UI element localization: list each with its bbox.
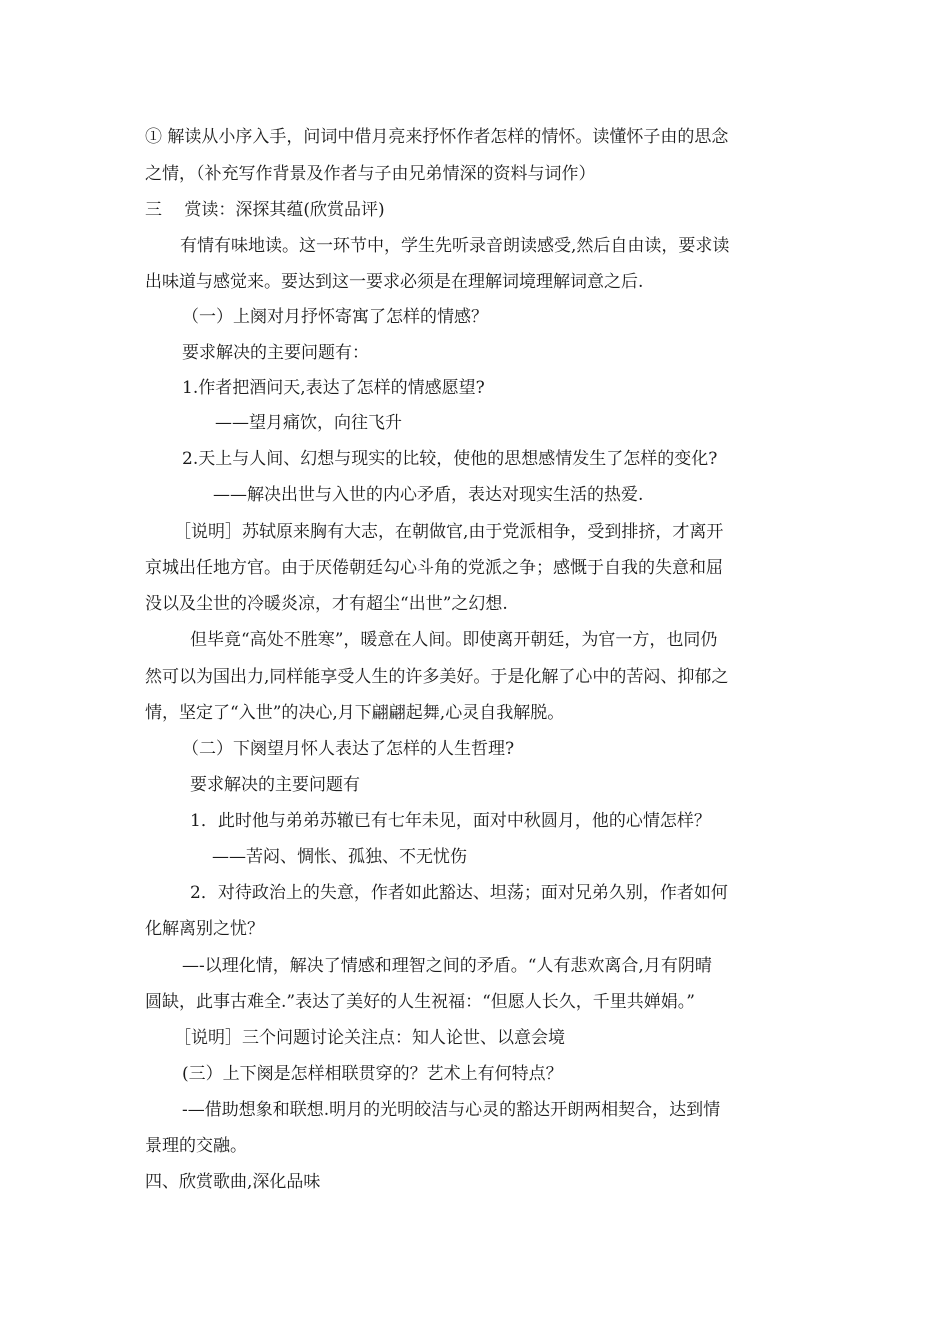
text-line-17: 情，坚定了“入世”的决心,月下翩翩起舞,心灵自我解脱。 <box>145 703 565 723</box>
subheading-1: （一）上阕对月抒怀寄寓了怎样的情感？ <box>182 307 488 327</box>
section-heading-4: 四、欣赏歌曲,深化品味 <box>145 1172 321 1192</box>
question-4-line-2: 化解离别之忧？ <box>145 919 264 939</box>
answer-4-line-2: 圆缺，此事古难全.”表达了美好的人生祝福：“但愿人长久，千里共婵娟。” <box>145 992 695 1012</box>
text-line-1: ① 解读从小序入手，问词中借月亮来抒怀作者怎样的情怀。读懂怀子由的思念 <box>145 127 729 147</box>
question-1: 1.作者把酒问天,表达了怎样的情感愿望? <box>182 378 485 398</box>
answer-3: ——苦闷、惆怅、孤独、不无忧伤 <box>212 847 467 867</box>
answer-4-line-1: —-以理化情，解决了情感和理智之间的矛盾。“人有悲欢离合,月有阴晴 <box>182 956 712 976</box>
section-heading-3: 三 赏读：深探其蕴(欣赏品评) <box>145 200 385 220</box>
subheading-3: (三）上下阕是怎样相联贯穿的？艺术上有何特点？ <box>182 1064 563 1084</box>
question-2: 2.天上与人间、幻想与现实的比较，使他的思想感情发生了怎样的变化? <box>182 449 718 469</box>
note-1-line-2: 京城出任地方官。由于厌倦朝廷勾心斗角的党派之争；感慨于自我的失意和屈 <box>145 558 723 578</box>
answer-5-line-1: -—借助想象和联想.明月的光明皎洁与心灵的豁达开朗两相契合，达到情 <box>182 1100 721 1120</box>
text-line-7: 要求解决的主要问题有： <box>182 343 369 363</box>
text-line-5: 出味道与感觉来。要达到这一要求必须是在理解词境理解词意之后. <box>145 272 644 292</box>
text-line-2: 之情，（补充写作背景及作者与子由兄弟情深的资料与词作） <box>145 164 596 184</box>
note-2: ［说明］三个问题讨论关注点：知人论世、以意会境 <box>174 1028 565 1048</box>
text-line-15: 但毕竟“高处不胜寒”，暖意在人间。即使离开朝廷，为官一方，也同仍 <box>190 630 718 650</box>
subheading-2: （二）下阕望月怀人表达了怎样的人生哲理? <box>182 739 515 759</box>
note-1-line-1: ［说明］苏轼原来胸有大志，在朝做官,由于党派相争，受到排挤，才离开 <box>174 522 724 542</box>
answer-1: ——望月痛饮，向往飞升 <box>215 413 402 433</box>
question-3: 1．此时他与弟弟苏辙已有七年未见，面对中秋圆月，他的心情怎样？ <box>190 811 711 831</box>
text-line-16: 然可以为国出力,同样能享受人生的许多美好。于是化解了心中的苦闷、抑郁之 <box>145 667 729 687</box>
question-4-line-1: 2．对待政治上的失意，作者如此豁达、坦荡；面对兄弟久别，作者如何 <box>190 883 728 903</box>
text-line-4: 有情有味地读。这一环节中，学生先听录音朗读感受,然后自由读，要求读 <box>180 236 730 256</box>
answer-2: ——解决出世与入世的内心矛盾，表达对现实生活的热爱. <box>213 485 644 505</box>
text-line-19: 要求解决的主要问题有 <box>190 775 360 795</box>
note-1-line-3: 没以及尘世的冷暖炎凉，才有超尘“出世”之幻想. <box>145 594 508 614</box>
answer-5-line-2: 景理的交融。 <box>145 1136 247 1156</box>
